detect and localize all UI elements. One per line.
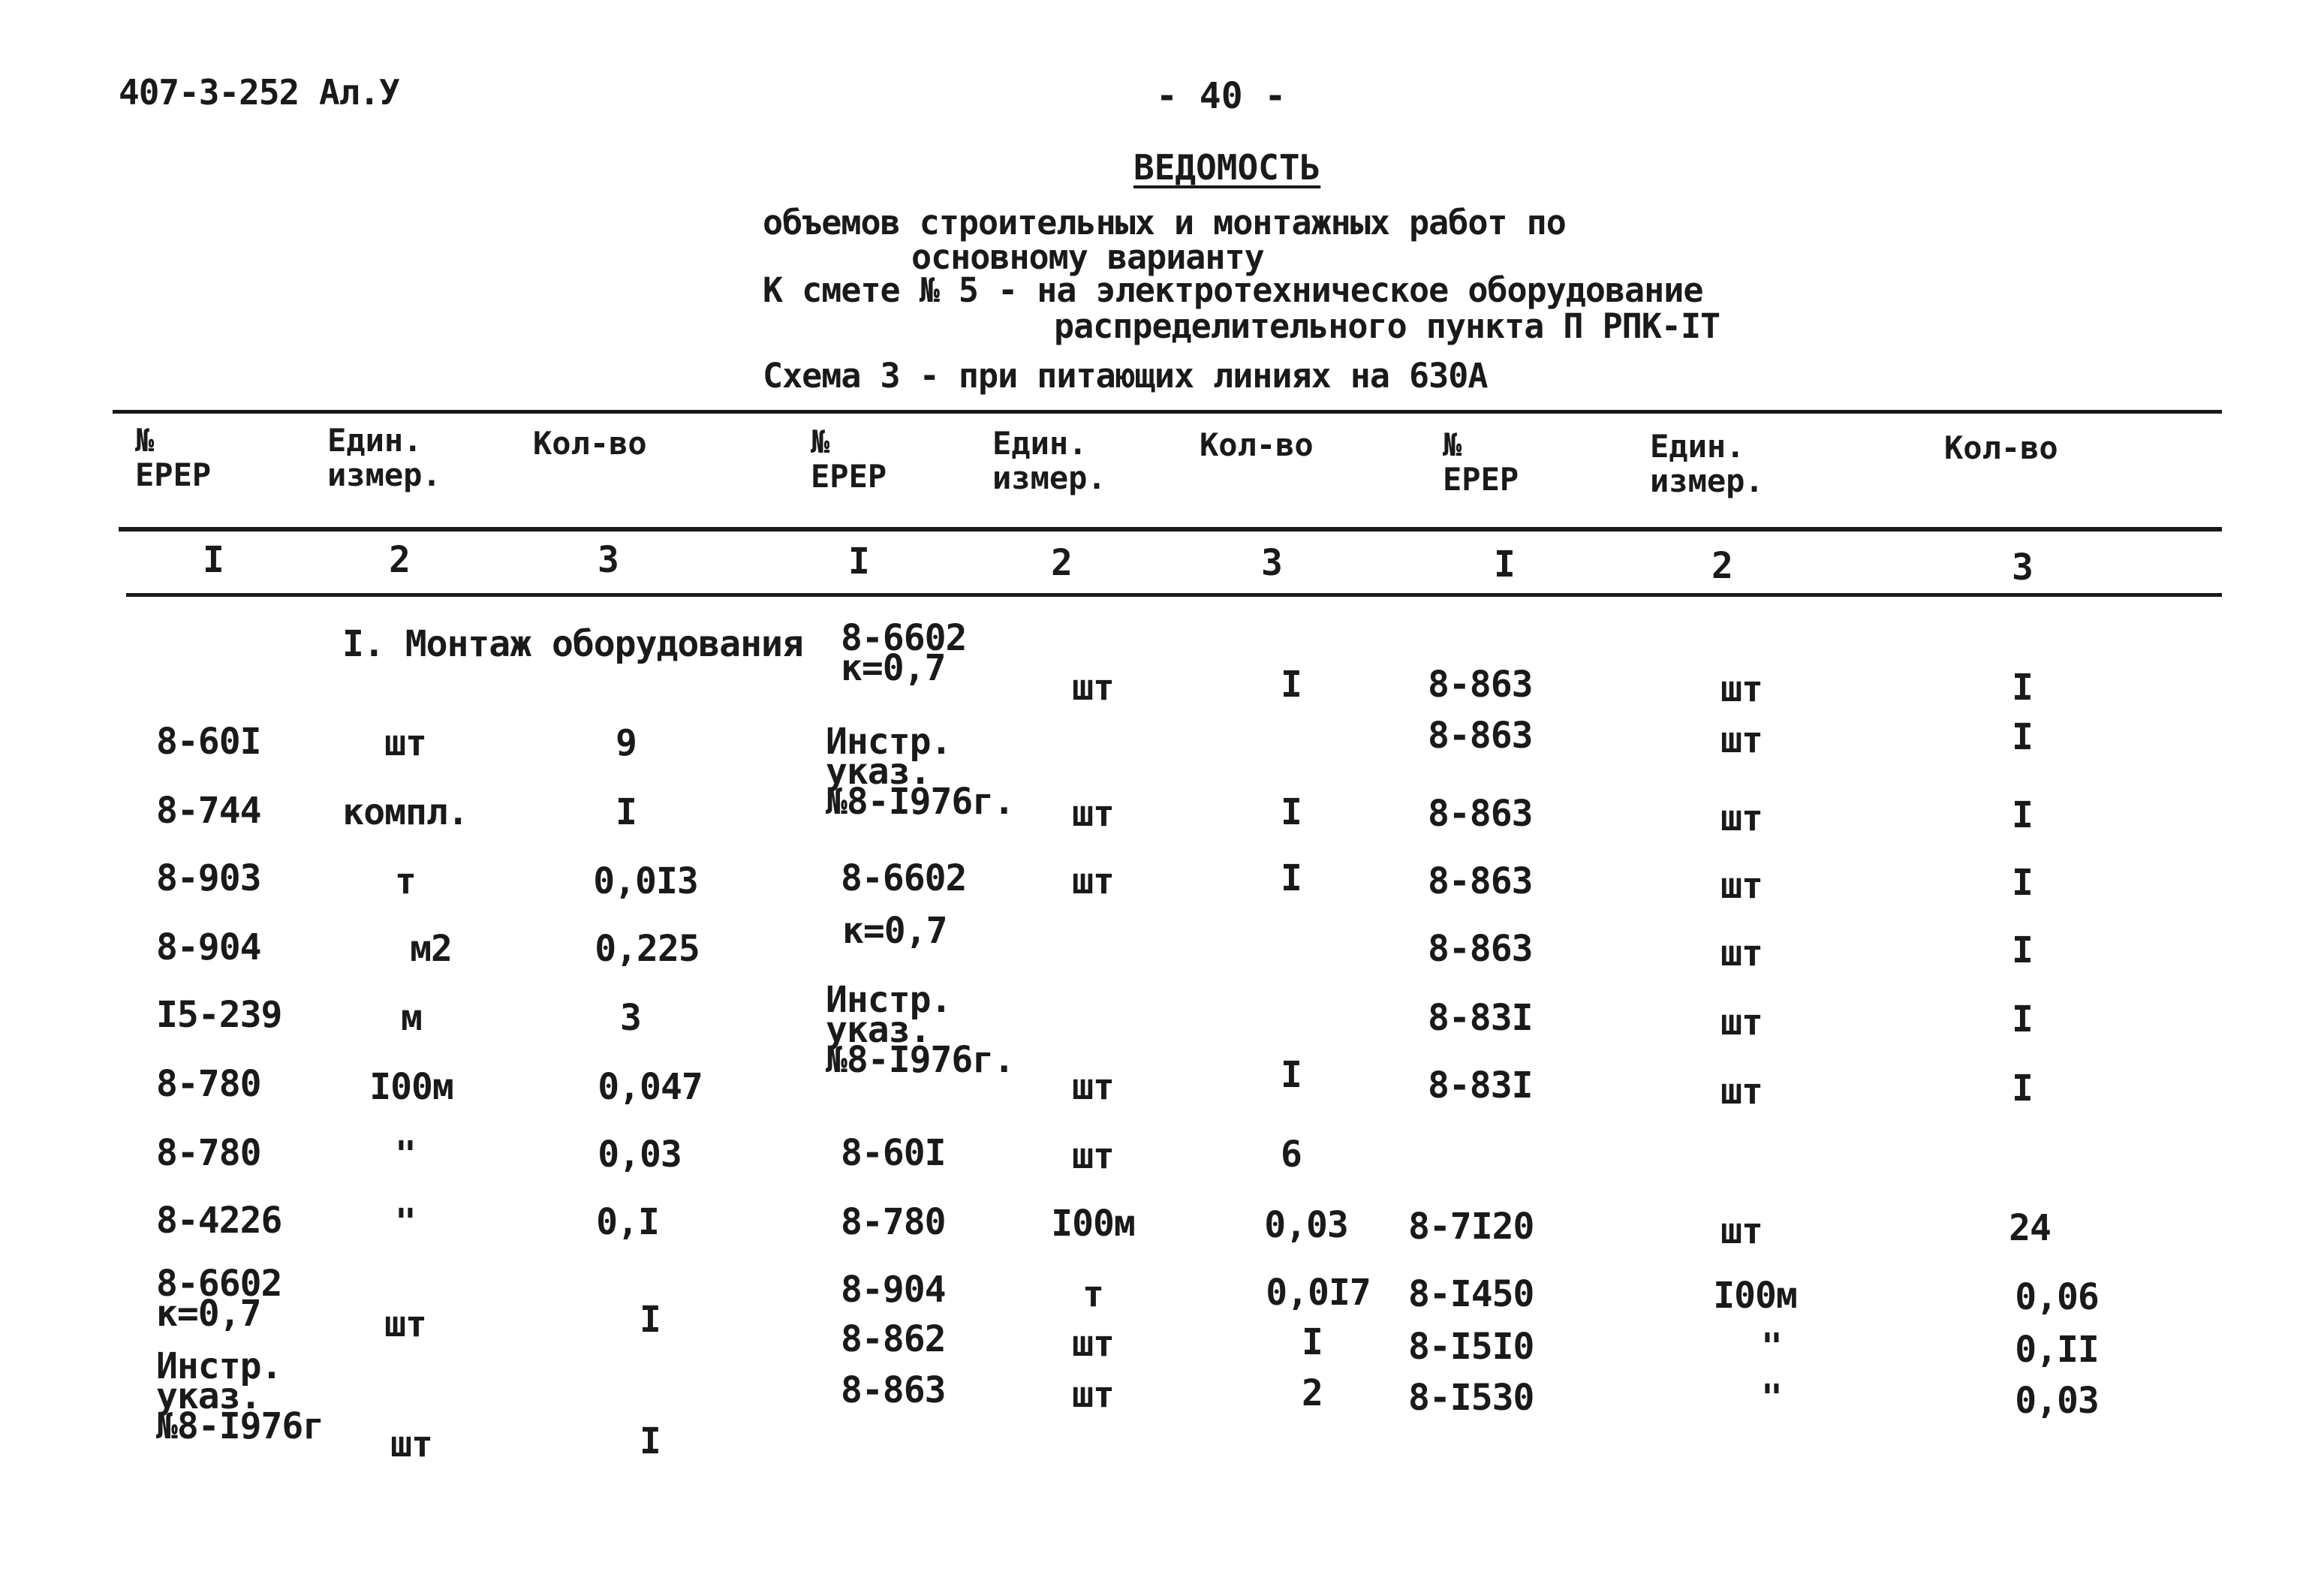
table-cell-num: 8-863 xyxy=(1428,793,1533,835)
table-cell-qty: 9 xyxy=(616,722,637,764)
col-header-unit-1: Един. измер. xyxy=(327,422,441,493)
table-cell-qty: I xyxy=(2012,862,2033,904)
table-cell-unit: шт xyxy=(1720,668,1763,710)
table-cell-qty: 0,0I7 xyxy=(1266,1272,1371,1314)
table-cell-unit: шт xyxy=(1720,797,1763,839)
col-number: 3 xyxy=(2012,547,2034,589)
table-cell-num: 8-863 xyxy=(1428,664,1533,706)
table-cell-qty: 2 xyxy=(1302,1372,1323,1414)
table-cell-unit: шт xyxy=(1720,1001,1763,1043)
table-cell-qty: 24 xyxy=(2009,1207,2051,1249)
title-line-5: Схема 3 - при питающих линиях на 630А xyxy=(763,356,1488,396)
col-number: 3 xyxy=(1261,542,1283,584)
table-cell-num: 8-863 xyxy=(1428,928,1533,970)
col-header-num-1: № ЕРЕР xyxy=(135,422,212,493)
table-cell-qty: 6 xyxy=(1281,1134,1302,1176)
table-cell-qty: I xyxy=(1281,791,1302,833)
title-line-2: основному варианту xyxy=(911,237,1264,277)
table-cell-qty: I xyxy=(1281,664,1302,706)
table-cell-unit: " xyxy=(395,1201,416,1243)
table-cell-num: 8-903 xyxy=(156,857,261,899)
col-header-num-2: № ЕРЕР xyxy=(811,423,887,495)
table-cell-num: 8-863 xyxy=(1428,715,1533,757)
table-cell-num: 8-83I xyxy=(1428,997,1533,1039)
table-cell-qty: I xyxy=(2012,1068,2033,1110)
table-cell-unit: шт xyxy=(1720,1210,1763,1252)
table-cell-unit: шт xyxy=(1720,1071,1763,1113)
section-title: I. Монтаж оборудования xyxy=(342,623,803,665)
table-cell-num: 8-863 xyxy=(1428,860,1533,902)
table-cell-unit: шт xyxy=(1072,793,1114,835)
table-cell-unit: I00м xyxy=(1051,1203,1135,1245)
table-cell-unit: " xyxy=(395,1134,416,1176)
table-cell-qty: 0,225 xyxy=(595,928,700,970)
title-line-3: К смете № 5 - на электротехническое оборудование xyxy=(763,270,1703,310)
table-cell-num: Инстр. указ. №8-I976г. xyxy=(826,979,1015,1081)
table-cell-qty: I xyxy=(2012,667,2033,709)
table-cell-unit: м xyxy=(401,997,422,1039)
table-cell-qty: I xyxy=(1281,1054,1302,1096)
table-cell-num: 8-I450 xyxy=(1408,1273,1534,1315)
table-cell-unit: шт xyxy=(1072,1323,1114,1365)
document-title: ВЕДОМОСТЬ xyxy=(1133,147,1321,188)
table-cell-unit: шт xyxy=(384,1303,426,1345)
table-top-rule xyxy=(113,410,2222,414)
table-cell-num: 8-4226 xyxy=(156,1200,282,1242)
table-cell-qty: I xyxy=(616,791,637,833)
table-cell-qty: I xyxy=(2012,998,2033,1040)
table-cell-unit: шт xyxy=(384,722,426,764)
table-cell-unit: шт xyxy=(1072,1135,1114,1177)
table-cell-unit: шт xyxy=(1720,719,1763,761)
table-cell-unit: I00м xyxy=(1713,1275,1797,1317)
table-cell-num: 8-780 xyxy=(156,1132,261,1174)
table-cell-num: 8-780 xyxy=(156,1063,261,1105)
table-cell-qty: 0,047 xyxy=(598,1066,703,1108)
table-cell-qty: 0,03 xyxy=(1264,1204,1348,1246)
col-header-unit-2: Един. измер. xyxy=(992,425,1106,496)
col-header-qty-1: Кол-во xyxy=(533,425,647,462)
table-cell-qty: I xyxy=(2012,716,2033,758)
table-cell-unit: шт xyxy=(1072,667,1114,709)
table-cell-num: I5-239 xyxy=(156,994,282,1036)
table-cell-qty: 3 xyxy=(620,997,641,1039)
table-header-rule xyxy=(119,527,2222,531)
table-cell-num: Инстр. указ. №8-I976г xyxy=(156,1345,324,1447)
col-header-unit-3: Един. измер. xyxy=(1650,428,1764,499)
col-header-num-3: № ЕРЕР xyxy=(1443,426,1519,498)
table-cell-num: 8-I5I0 xyxy=(1408,1326,1534,1368)
table-cell-qty: I xyxy=(1281,857,1302,899)
table-cell-qty: I xyxy=(640,1299,661,1341)
col-number: I xyxy=(203,539,224,581)
table-cell-unit: " xyxy=(1761,1377,1782,1419)
table-cell-num: 8-862 xyxy=(841,1318,946,1360)
table-cell-num: 8-6602 xyxy=(841,857,967,899)
table-cell-qty: 0,I xyxy=(596,1201,659,1243)
table-cell-num: 8-6602 к=0,7 xyxy=(841,617,967,689)
table-cell-qty: I xyxy=(2012,794,2033,836)
table-cell-qty: 0,03 xyxy=(2015,1380,2099,1422)
table-cell-unit: шт xyxy=(1072,860,1114,902)
table-cell-unit: т xyxy=(1082,1273,1103,1315)
table-cell-qty: 0,II xyxy=(2015,1329,2099,1371)
col-header-qty-3: Кол-во xyxy=(1944,429,2058,466)
table-cell-num: 8-7I20 xyxy=(1408,1206,1534,1248)
table-cell-unit: I00м xyxy=(369,1066,453,1108)
col-number: 2 xyxy=(389,539,411,581)
table-colnum-rule xyxy=(126,593,2222,597)
table-cell-qty: I xyxy=(640,1420,661,1462)
table-cell-qty: 0,06 xyxy=(2015,1276,2099,1318)
table-cell-qty: I xyxy=(2012,929,2033,971)
table-cell-num: Инстр. указ. №8-I976г. xyxy=(826,721,1015,823)
table-cell-unit: шт xyxy=(1720,865,1763,907)
document-reference: 407-3-252 Ал.У xyxy=(119,72,399,113)
table-cell-num: 8-904 xyxy=(841,1269,946,1311)
table-cell-num: 8-6602 к=0,7 xyxy=(156,1263,282,1335)
title-line-4: распределительного пункта П РПК-IТ xyxy=(1054,306,1720,346)
table-cell-num: 8-83I xyxy=(1428,1065,1533,1107)
col-number: 3 xyxy=(598,539,619,581)
table-cell-num: 8-780 xyxy=(841,1201,946,1243)
table-cell-unit: шт xyxy=(1072,1374,1114,1416)
page-number: - 40 - xyxy=(1156,75,1287,117)
table-cell-unit: шт xyxy=(390,1423,432,1465)
table-cell-unit: шт xyxy=(1720,932,1763,974)
title-line-1: объемов строительных и монтажных работ по xyxy=(763,203,1566,242)
table-cell-qty: 0,0I3 xyxy=(593,860,698,902)
table-cell-num: 8-744 xyxy=(156,790,261,832)
table-cell-unit: т xyxy=(395,860,416,902)
table-cell-unit: шт xyxy=(1072,1066,1114,1108)
table-cell-qty: I xyxy=(1302,1321,1323,1363)
table-cell-unit: м2 xyxy=(410,928,452,970)
col-number: I xyxy=(848,541,870,583)
col-header-qty-2: Кол-во xyxy=(1200,426,1314,463)
col-number: I xyxy=(1494,544,1516,586)
table-cell-unit: компл. xyxy=(342,791,468,833)
table-cell-num: 8-60I xyxy=(841,1132,946,1174)
table-cell-qty: 0,03 xyxy=(598,1134,682,1176)
table-cell-num: 8-863 xyxy=(841,1369,946,1411)
table-cell-unit: " xyxy=(1761,1326,1782,1368)
table-cell-num: 8-I530 xyxy=(1408,1377,1534,1419)
table-cell-num: 8-60I xyxy=(156,721,261,763)
col-number: 2 xyxy=(1711,545,1733,587)
table-cell-num: 8-904 xyxy=(156,926,261,968)
col-number: 2 xyxy=(1051,542,1073,584)
table-cell-num: к=0,7 xyxy=(842,910,947,952)
